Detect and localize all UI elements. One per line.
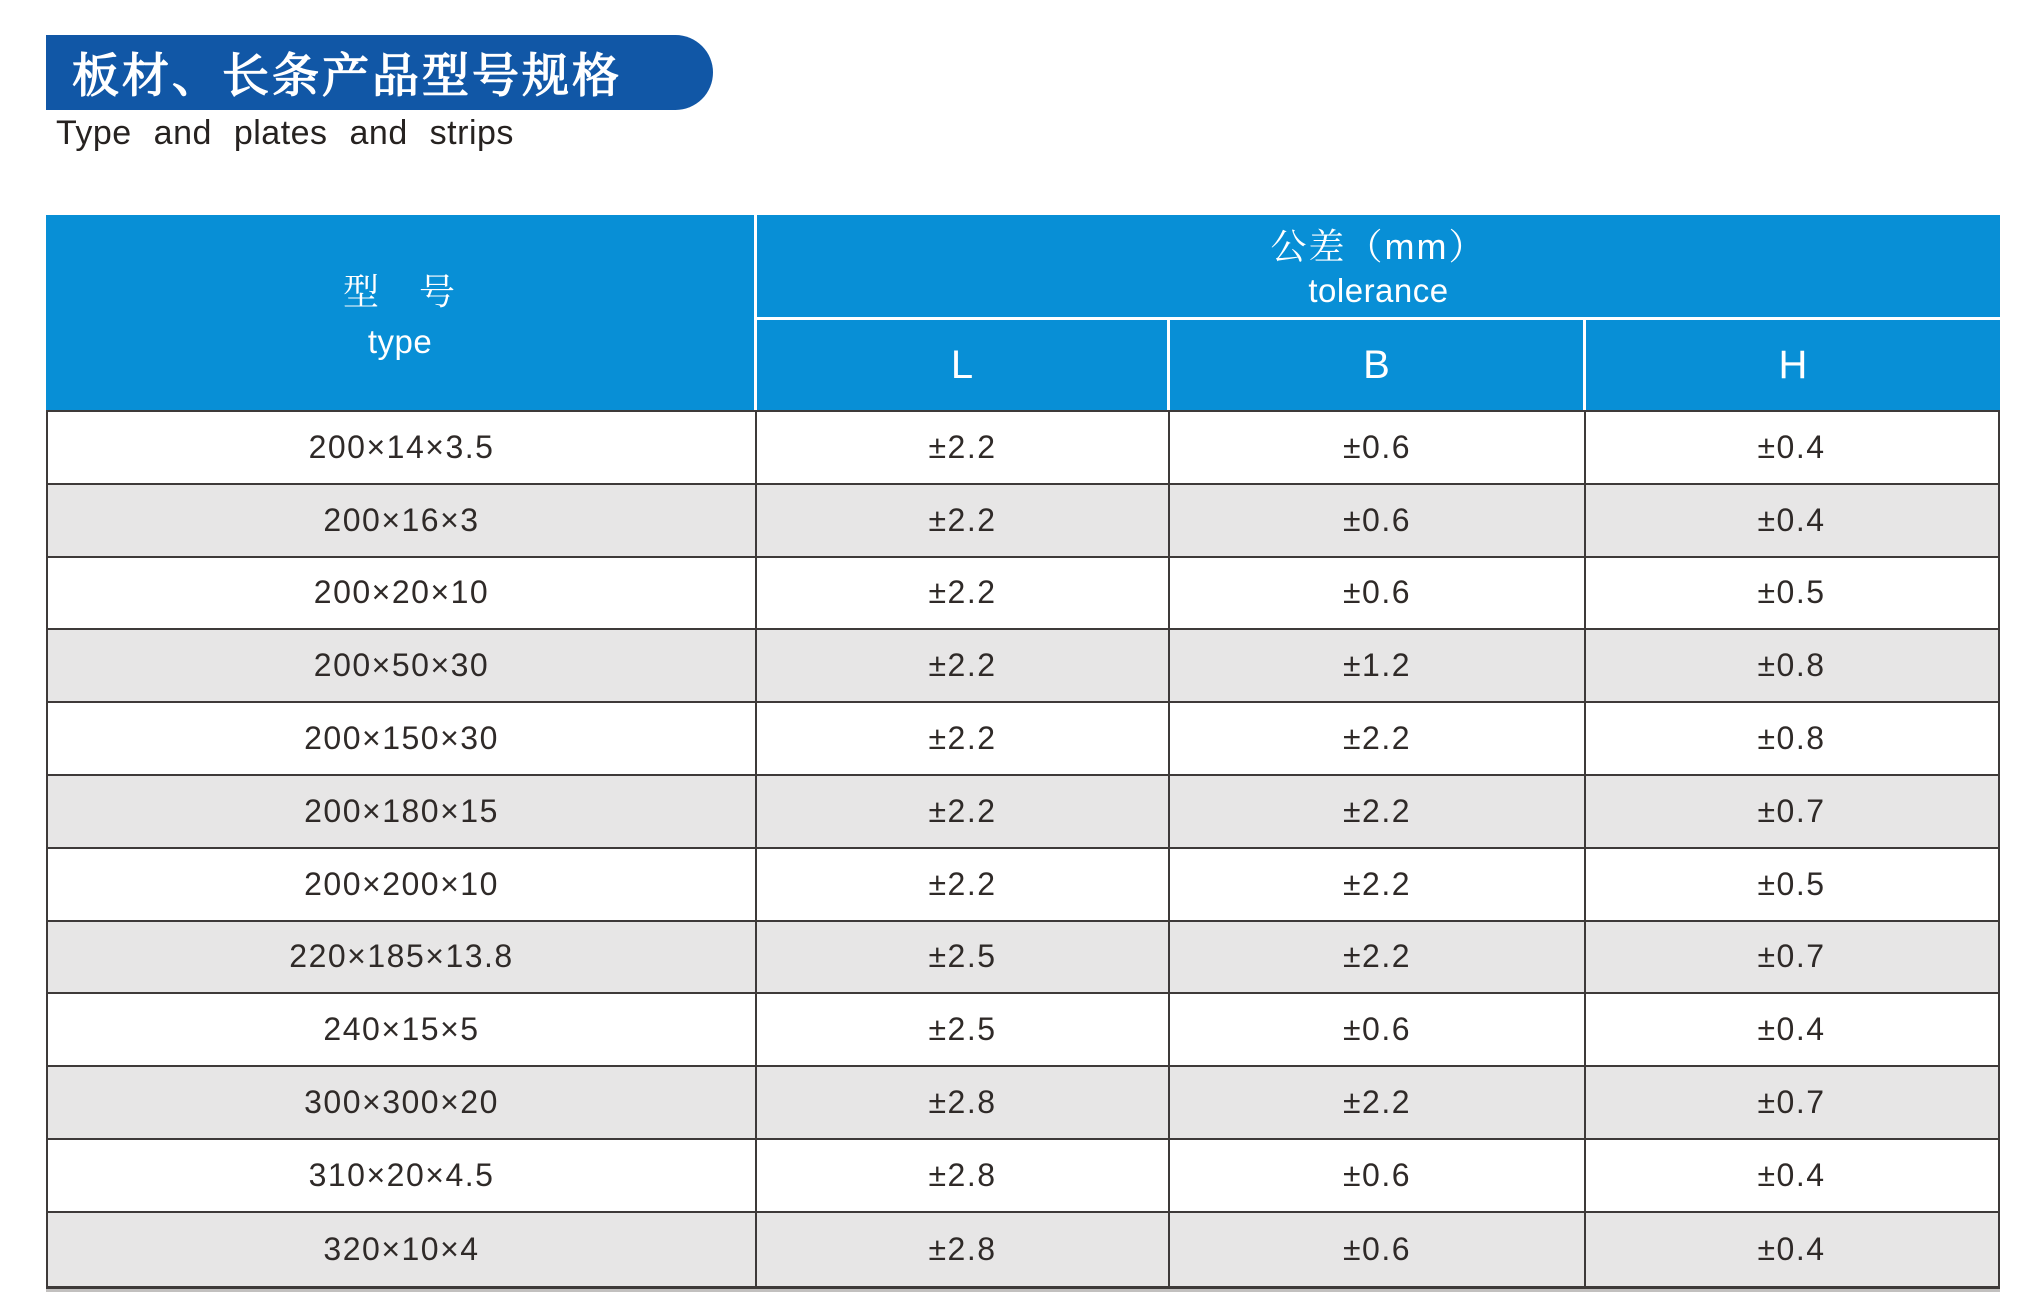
table-header [46,215,2000,410]
h-tolerance-cell: ±0.5 [1757,865,1826,902]
b-tolerance-cell: ±2.2 [1170,922,1586,993]
table-row [48,485,1998,558]
h-tolerance-cell: ±0.8 [1757,720,1826,757]
type-cell: 300×300×20 [48,1067,757,1138]
h-tolerance-cell: ±0.7 [1757,792,1826,829]
table-row [48,922,1998,995]
col-header-type-zh: 型 号 [342,271,457,312]
l-tolerance-cell: ±2.8 [757,1213,1170,1286]
b-tolerance-cell: ±2.2 [1170,703,1586,774]
type-cell: 220×185×13.8 [48,922,757,993]
b-tolerance-cell: ±0.6 [1170,558,1586,629]
table-row [48,1067,1998,1140]
table-row [48,849,1998,922]
b-tolerance-cell: ±0.6 [1170,485,1586,556]
h-tolerance-cell: ±0.8 [1757,647,1826,684]
l-tolerance-cell: ±2.5 [757,994,1170,1065]
b-tolerance-cell: ±0.6 [1170,412,1586,483]
type-cell: 200×14×3.5 [48,412,757,483]
col-header-type [46,215,757,410]
l-tolerance-cell: ±2.2 [757,412,1170,483]
b-tolerance-cell: ±0.6 [1170,1213,1586,1286]
h-tolerance-cell: ±0.5 [1757,574,1826,611]
col-header-type-en: type [367,323,433,360]
b-tolerance-cell: ±1.2 [1170,630,1586,701]
table-row [48,558,1998,631]
type-cell: 200×16×3 [48,485,757,556]
b-tolerance-cell: ±2.2 [1170,1067,1586,1138]
b-tolerance-cell: ±0.6 [1170,1140,1586,1211]
table-row [48,1140,1998,1213]
l-tolerance-cell: ±2.2 [757,558,1170,629]
l-tolerance-cell: ±2.2 [757,703,1170,774]
col-header-tolerance-en: tolerance [1308,271,1449,309]
page-subtitle: Type and plates and strips [56,114,514,152]
type-cell: 240×15×5 [48,994,757,1065]
type-cell: 310×20×4.5 [48,1140,757,1211]
h-tolerance-cell: ±0.4 [1757,1230,1826,1267]
table-row [48,703,1998,776]
table-row [48,412,1998,485]
l-tolerance-cell: ±2.5 [757,922,1170,993]
type-cell: 320×10×4 [48,1213,757,1286]
type-cell: 200×20×10 [48,558,757,629]
type-cell: 200×150×30 [48,703,757,774]
page-title: 板材、长条产品型号规格 [72,49,622,102]
b-tolerance-cell: ±0.6 [1170,994,1586,1065]
table-row [48,994,1998,1067]
table-row [48,776,1998,849]
b-tolerance-cell: ±2.2 [1170,849,1586,920]
h-tolerance-cell: ±0.4 [1757,501,1826,538]
type-cell: 200×50×30 [48,630,757,701]
type-cell: 200×180×15 [48,776,757,847]
col-header-tolerance [757,215,2000,320]
title-banner [46,35,713,110]
table-body [46,410,2000,1289]
h-tolerance-cell: ±0.4 [1757,1156,1826,1193]
spec-table [46,215,2000,1289]
b-tolerance-cell: ±2.2 [1170,776,1586,847]
type-cell: 200×200×10 [48,849,757,920]
l-tolerance-cell: ±2.2 [757,849,1170,920]
table-row [48,630,1998,703]
l-tolerance-cell: ±2.8 [757,1067,1170,1138]
h-tolerance-cell: ±0.7 [1757,1084,1826,1121]
l-tolerance-cell: ±2.2 [757,485,1170,556]
l-tolerance-cell: ±2.8 [757,1140,1170,1211]
h-tolerance-cell: ±0.4 [1757,1011,1826,1048]
table-row [48,1213,1998,1286]
l-tolerance-cell: ±2.2 [757,630,1170,701]
col-header-tolerance-zh: 公差（mm） [1270,225,1487,267]
h-tolerance-cell: ±0.7 [1757,938,1826,975]
l-tolerance-cell: ±2.2 [757,776,1170,847]
h-tolerance-cell: ±0.4 [1757,428,1826,465]
col-header-H: H [1778,342,1808,387]
col-header-B: B [1170,320,1586,410]
col-header-L: L [757,320,1170,410]
